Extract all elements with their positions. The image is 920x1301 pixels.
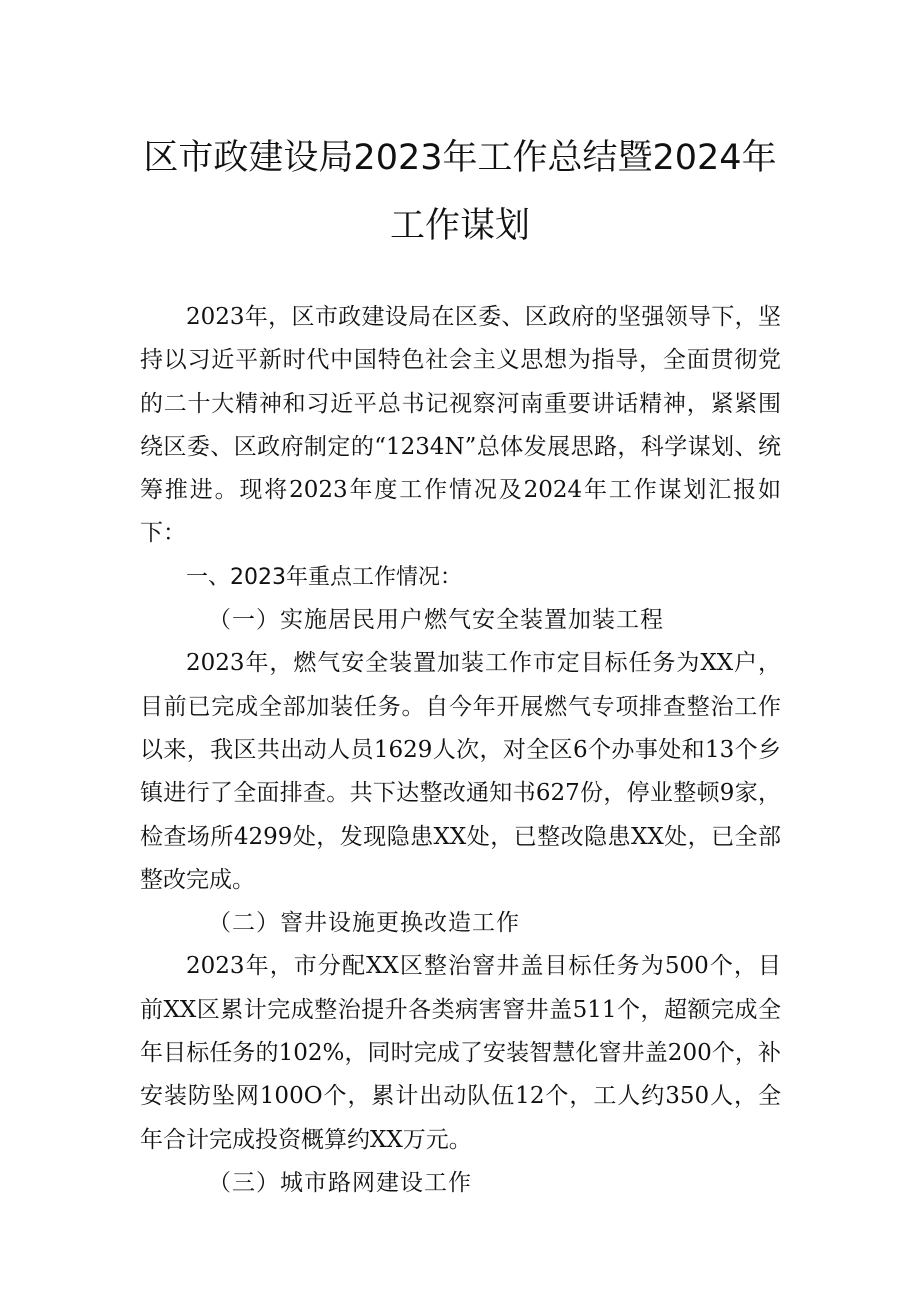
subsection-heading-3: （三）城市路网建设工作 bbox=[208, 1169, 472, 1196]
document-title-line-1: 区市政建设局2023年工作总结暨2024年 bbox=[143, 138, 777, 178]
section-heading-1: 一、2023年重点工作情况： bbox=[186, 564, 462, 590]
document-body bbox=[140, 296, 781, 1205]
subsection-1-paragraph: 2023年，燃气安全装置加装工作市定目标任务为XX户，目前已完成全部加装任务。自今年开展燃气专项排查整治工作以来，我区共出动人员1629人次，对全区6个办事处和13个乡镇进行了全面排查。共下达整改通知书627份，停业整顿9家，检查场所4299处，发现隐患XX处，已整改隐患XX处，已全部整改完成。 bbox=[140, 650, 781, 893]
document-title-line-2: 工作谋划 bbox=[389, 206, 530, 246]
intro-paragraph: 2023年，区市政建设局在区委、区政府的坚强领导下，坚持以习近平新时代中国特色社会主义思想为指导，全面贯彻党的二十大精神和习近平总书记视察河南重要讲话精神，紧紧围绕区委、区政府制定的“1234N”总体发展思路，科学谋划、统筹推进。现将2023年度工作情况及2024年工作谋划汇报如下： bbox=[140, 304, 781, 547]
subsection-2-paragraph: 2023年，市分配XX区整治窨井盖目标任务为500个，目前XX区累计完成整治提升各类病害窨井盖511个，超额完成全年目标任务的102%，同时完成了安装智慧化窨井盖200个，补安装防坠网100O个，累计出动队伍12个，工人约350人，全年合计完成投资概算约XX万元。 bbox=[140, 953, 781, 1153]
subsection-heading-2: （二）窨井设施更换改造工作 bbox=[208, 910, 520, 937]
subsection-heading-1: （一）实施居民用户燃气安全装置加装工程 bbox=[208, 607, 664, 634]
